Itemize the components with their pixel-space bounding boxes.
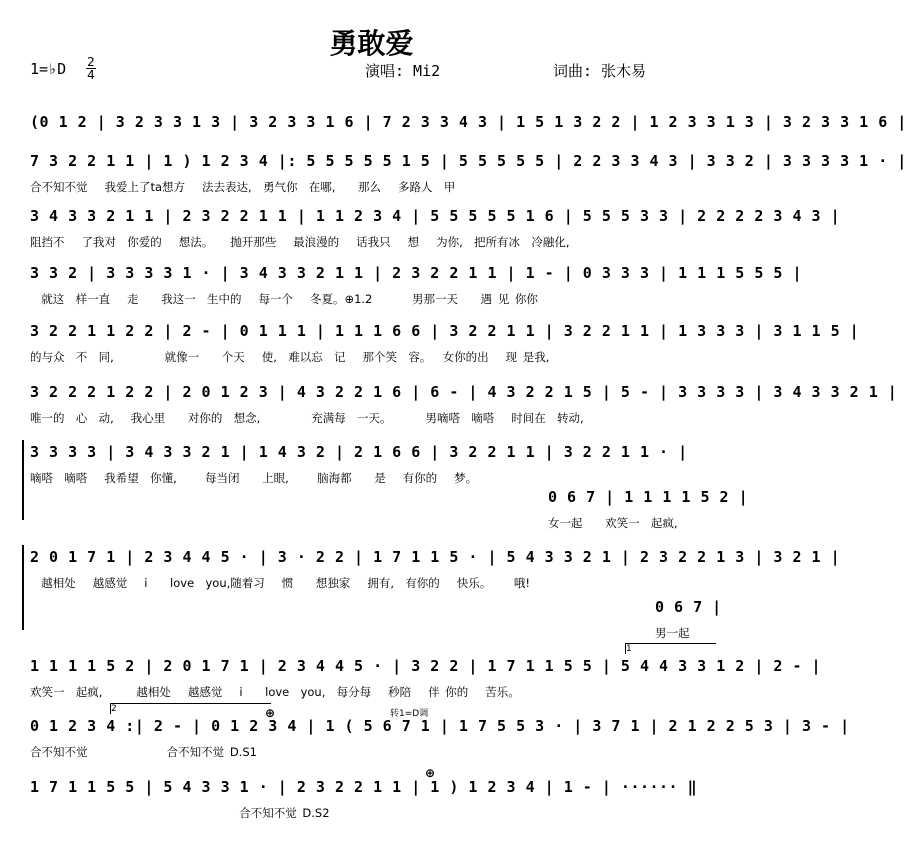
notes: 0 6 7 | 1 1 1 1 5 2 | [548,488,749,506]
volta-2: 2 [110,703,271,714]
notes: 3 3 2 | 3 3 3 3 1 · | 3 4 3 3 2 1 1 | 2 3 2 2 1 1 | 1 - | 0 3 3 3 | 1 1 1 5 5 5 | [30,264,802,282]
notes: 7 3 2 2 1 1 | 1 ) 1 2 3 4 |: 5 5 5 5 5 1 5 | 5 5 5 5 5 | 2 2 3 3 4 3 | 3 3 2 | 3 3 3 3 1 · | [30,152,907,170]
notes: 3 2 2 2 1 2 2 | 2 0 1 2 3 | 4 3 2 2 1 6 | 6 - | 4 3 2 2 1 5 | 5 - | 3 3 3 3 | 3 4 3 3 2 1 | [30,383,898,401]
lyrics: 就这 样一直 走 我这一 生中的 每一个 冬夏。⊕1.2 男那一天 遇 见 你你 [30,292,538,306]
notes: 1 7 1 1 5 5 | 5 4 3 3 1 · | 2 3 2 2 1 1 | 1 ) 1 2 3 4 | 1 - | ······ ‖ [30,778,698,796]
lyrics: 阻挡不 了我对 你爱的 想法。 抛开那些 最浪漫的 话我只 想 为你, 把所有冰 冷融化, [30,235,570,249]
time-signature-top: 2 [87,55,95,69]
lyrics: 男一起 [655,626,690,640]
notes: 0 1 2 3 4 :| 2 - | 0 1 2 3 4 | 1 ( 5 6 7 1 | 1 7 5 5 3 · | 3 7 1 | 2 1 2 2 5 3 | 3 - | [30,717,850,735]
lyrics: 女一起 欢笑一 起疯, [548,516,678,530]
coda-mark-1: ⊕ [265,706,276,720]
singer-credit: 演唱: Mi2 [365,62,441,80]
lyrics: 合不知不觉 我爱上了ta想方 法去表达, 勇气你 在哪, 那么 多路人 甲 [30,180,456,194]
song-title: 勇敢爱 [329,27,414,60]
repeat-bracket [22,440,24,520]
notes: 1 1 1 1 5 2 | 2 0 1 7 1 | 2 3 4 4 5 · | 3 2 2 | 1 7 1 1 5 5 | 5 4 4 3 3 1 2 | 2 - | [30,657,822,675]
repeat-bracket-2 [22,545,24,630]
notes: 3 2 2 1 1 2 2 | 2 - | 0 1 1 1 | 1 1 1 6 6 | 3 2 2 1 1 | 3 2 2 1 1 | 1 3 3 3 | 3 1 1 5 | [30,322,860,340]
notes: (0 1 2 | 3 2 3 3 1 3 | 3 2 3 3 1 6 | 7 2 3 3 4 3 | 1 5 1 3 2 2 | 1 2 3 3 1 3 | 3 2 3 3 1 6 | [30,113,907,131]
volta-1: 1 [625,643,716,654]
lyrics: 合不知不觉 合不知不觉 D.S1 [30,745,257,759]
lyrics: 的与众 不 同, 就像一 个天 使, 难以忘 记 那个笑 容。 女你的出 现 是我, [30,350,550,364]
notes: 2 0 1 7 1 | 2 3 4 4 5 · | 3 · 2 2 | 1 7 1 1 5 · | 5 4 3 3 2 1 | 2 3 2 2 1 3 | 3 2 1 | [30,548,841,566]
lyrics: 嘀嗒 嘀嗒 我希望 你懂, 每当闭 上眼, 脑海都 是 有你的 梦。 [30,471,478,485]
notes: 0 6 7 | [655,598,722,616]
key-change-note: 转1=D调 [390,709,429,719]
notes: 3 4 3 3 2 1 1 | 2 3 2 2 1 1 | 1 1 2 3 4 | 5 5 5 5 5 1 6 | 5 5 5 3 3 | 2 2 2 2 3 4 3 | [30,207,841,225]
composer-credit: 词曲: 张木易 [553,62,647,80]
lyrics: 欢笑一 起疯, 越相处 越感觉 i love you, 每分每 秒陪 伴 你的 苦乐。 [30,685,520,699]
lyrics: 越相处 越感觉 i love you,随着习 惯 想独家 拥有, 有你的 快乐。 哦! [30,576,530,590]
time-signature [86,56,96,81]
lyrics: 唯一的 心 动, 我心里 对你的 想念, 充满每 一天。 男嘀嗒 嘀嗒 时间在 转动, [30,411,584,425]
notes: 3 3 3 3 | 3 4 3 3 2 1 | 1 4 3 2 | 2 1 6 6 | 3 2 2 1 1 | 3 2 2 1 1 · | [30,443,688,461]
key-signature: 1=♭D [30,60,67,78]
time-signature-bottom: 4 [87,68,95,82]
lyrics: 合不知不觉 D.S2 [30,806,330,820]
coda-mark-2: ⊕ [425,766,436,780]
